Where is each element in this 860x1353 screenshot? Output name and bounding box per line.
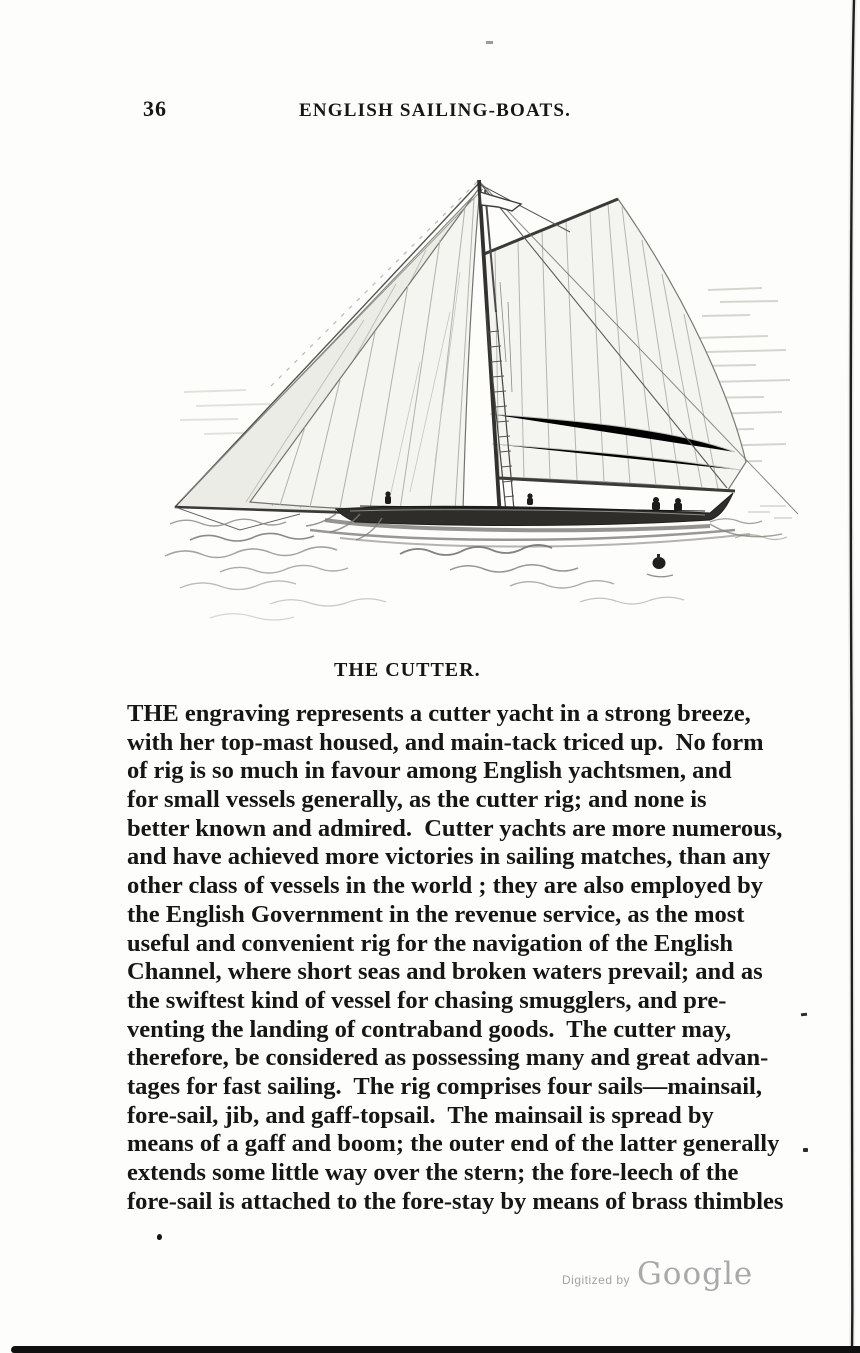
page-number: 36 [143, 96, 167, 121]
text-line: of rig is so much in favour among English yachtsmen, and [127, 757, 732, 785]
buoy [647, 554, 673, 577]
text-line: useful and convenient rig for the navigation of the English [127, 929, 733, 957]
scan-mark [486, 41, 493, 44]
digitized-by-google-watermark [562, 1256, 753, 1292]
watermark-prefix: Digitized by [562, 1273, 631, 1287]
google-logo: Google [637, 1256, 754, 1292]
scan-mark [803, 1148, 808, 1152]
running-title: ENGLISH SAILING-BOATS. [299, 100, 572, 121]
text-line: better known and admired. Cutter yachts are more numerous, [127, 814, 783, 842]
text-line: for small vessels generally, as the cutter rig; and none is [127, 786, 707, 814]
text-line: venting the landing of contraband goods. The cutter may, [127, 1015, 732, 1043]
text-line: other class of vessels in the world ; they are also employed by [127, 872, 764, 900]
body-paragraph [127, 700, 787, 1216]
text-line: THE engraving represents a cutter yacht in a strong breeze, [127, 700, 751, 727]
text-line: tages for fast sailing. The rig comprises four sails—mainsail, [127, 1072, 762, 1100]
text-line: fore-sail is attached to the fore-stay by means of brass thimbles [127, 1187, 784, 1215]
text-line: with her top-mast housed, and main-tack triced up. No form [127, 728, 764, 756]
text-line: the English Government in the revenue service, as the most [127, 900, 745, 928]
text-line: fore-sail, jib, and gaff-topsail. The mainsail is spread by [127, 1101, 714, 1129]
fore-sail [250, 187, 480, 511]
scan-edge-bar [11, 1346, 860, 1353]
scan-mark [801, 1013, 807, 1017]
text-line: extends some little way over the stern; the fore-leech of the [127, 1159, 739, 1186]
book-gutter-line [846, 0, 860, 1353]
text-line: therefore, be considered as possessing many and great advan- [127, 1044, 769, 1072]
cutter-yacht-engraving [150, 162, 810, 652]
text-line: the swiftest kind of vessel for chasing smugglers, and pre- [127, 986, 727, 1014]
text-line: Channel, where short seas and broken waters prevail; and as [127, 958, 763, 986]
mainsail [484, 199, 746, 490]
text-line: means of a gaff and boom; the outer end of the latter generally [127, 1130, 780, 1158]
stray-ink-dot [157, 1234, 162, 1240]
section-heading: THE CUTTER. [334, 659, 481, 681]
text-line: and have achieved more victories in sailing matches, than any [127, 843, 771, 871]
